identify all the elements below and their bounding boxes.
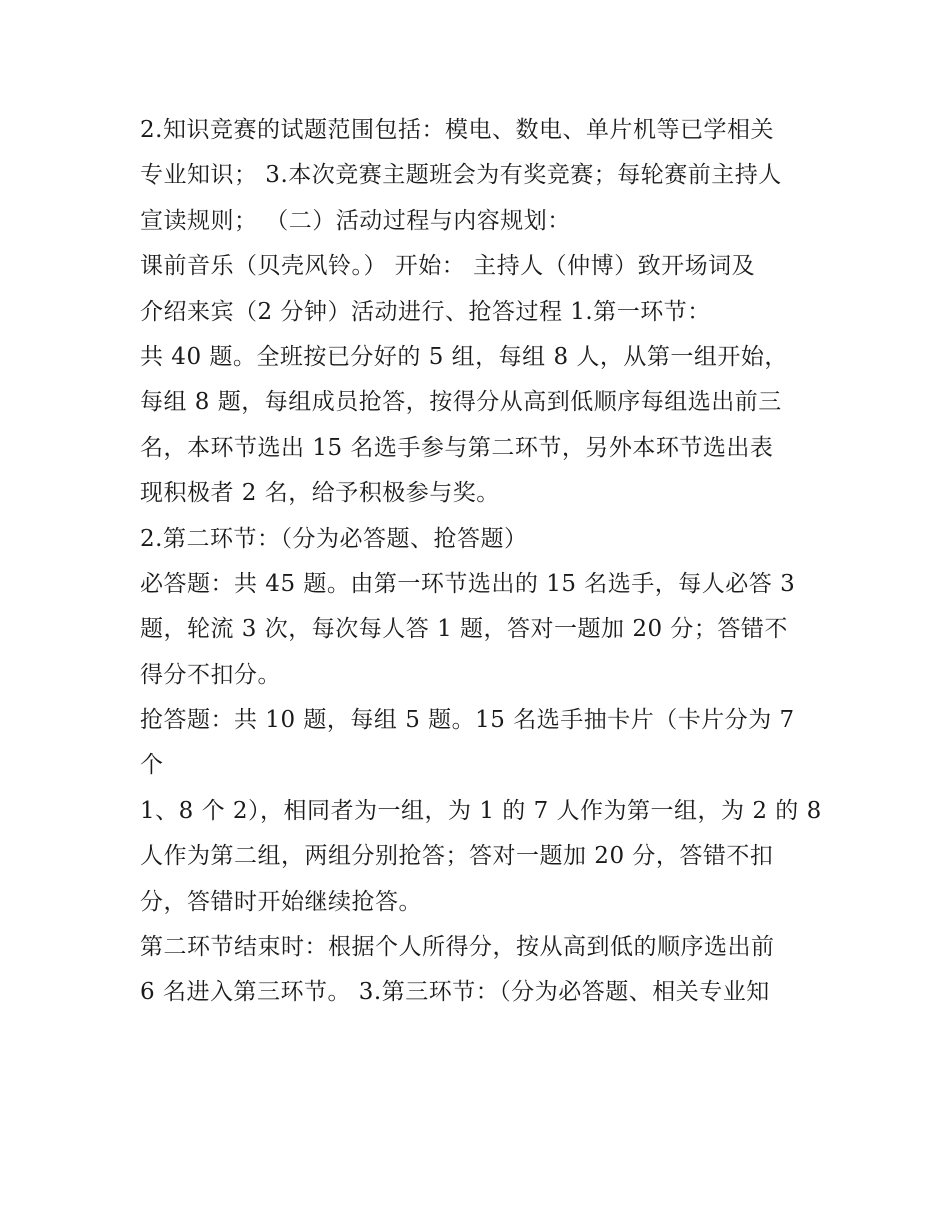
text-line: 1、8 个 2），相同者为一组，为 1 的 7 人作为第一组，为 2 的 8: [140, 797, 822, 824]
document-body: [140, 108, 820, 1016]
text-line: 宣读规则； （二）活动过程与内容规划：: [140, 207, 571, 234]
text-line: 个: [140, 752, 164, 779]
text-line: 必答题：共 45 题。由第一环节选出的 15 名选手，每人必答 3: [140, 570, 796, 597]
text-line: 第二环节结束时：根据个人所得分，按从高到低的顺序选出前: [140, 934, 775, 961]
text-line: 得分不扣分。: [140, 661, 281, 688]
text-line: 名，本环节选出 15 名选手参与第二环节，另外本环节选出表: [140, 434, 774, 461]
text-line: 2.第二环节：（分为必答题、抢答题）: [140, 525, 528, 552]
text-line: 分，答错时开始继续抢答。: [140, 888, 422, 915]
text-line: 专业知识； 3.本次竞赛主题班会为有奖竞赛；每轮赛前主持人: [140, 162, 782, 189]
text-line: 现积极者 2 名，给予积极参与奖。: [140, 480, 500, 507]
text-line: 题，轮流 3 次，每次每人答 1 题，答对一题加 20 分；答错不: [140, 616, 788, 643]
text-line: 介绍来宾（2 分钟）活动进行、抢答过程 1.第一环节：: [140, 298, 711, 325]
text-line: 每组 8 题，每组成员抢答，按得分从高到低顺序每组选出前三: [140, 389, 782, 416]
text-line: 课前音乐（贝壳风铃。） 开始： 主持人（仲博）致开场词及: [140, 253, 756, 280]
text-line: 2.知识竞赛的试题范围包括：模电、数电、单片机等已学相关: [140, 117, 774, 143]
text-line: 6 名进入第三环节。 3.第三环节：（分为必答题、相关专业知: [140, 979, 770, 1006]
text-line: 抢答题：共 10 题，每组 5 题。15 名选手抽卡片（卡片分为 7: [140, 707, 795, 734]
text-line: 共 40 题。全班按已分好的 5 组，每组 8 人，从第一组开始，: [140, 343, 788, 370]
text-line: 人作为第二组，两组分别抢答；答对一题加 20 分，答错不扣: [140, 843, 774, 870]
